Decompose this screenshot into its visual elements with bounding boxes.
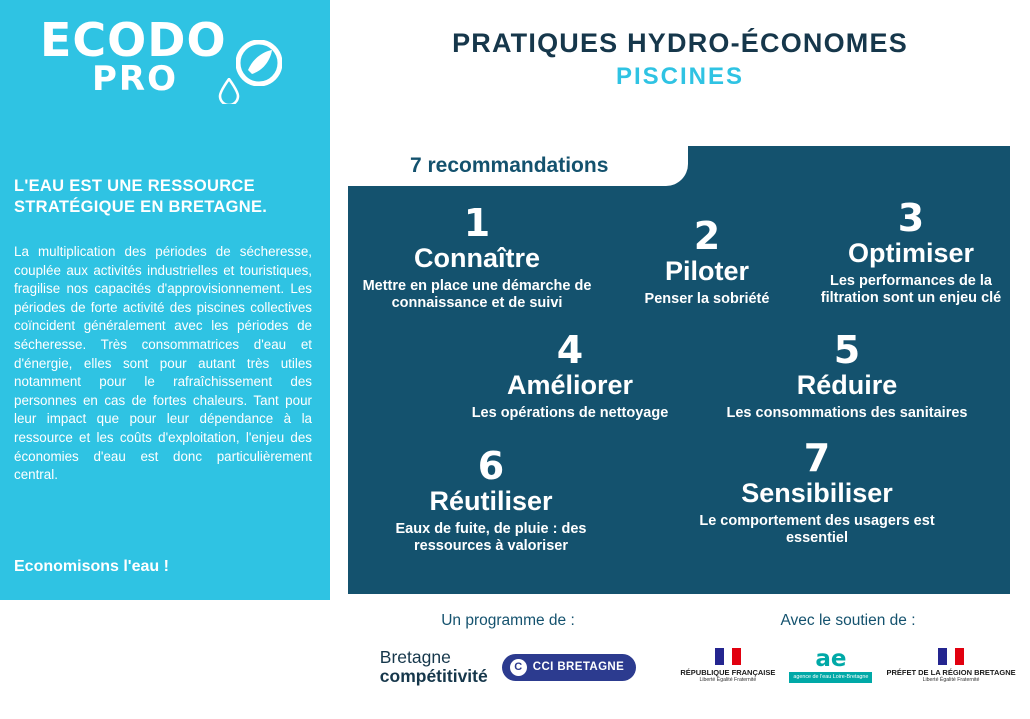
- bretagne-competitivite-logo: [380, 648, 488, 686]
- footer-programme-label: Un programme de :: [441, 612, 575, 629]
- recommendation-name: Améliorer: [506, 370, 634, 400]
- recommendation-item: [602, 214, 812, 308]
- recommendation-number: 5: [833, 328, 861, 372]
- left-panel-body: La multiplication des périodes de sécheresse, couplée aux activités industrielles et touristiques, fragilise nos capacités d'approvisionnement. Les périodes de forte activité des piscines collectives coïncident généralement avec les périodes de sécheresse. Très consommatrices d'eau et d'énergie, elles sont pour autant très utiles notamment pour le rafraîchissement des personnes en cas de fortes chaleurs. Tant pour leur impact que pour leur dépendance à la ressource et les coûts d'exploitation, l'enjeu des économies d'eau est donc particulièrement central.: [14, 244, 312, 483]
- recommendation-item: [440, 328, 700, 422]
- footer-programme-logos: [358, 648, 658, 686]
- republique-logo-line2: Liberté Égalité Fraternité: [699, 677, 757, 683]
- logo-main-text: ECODO: [40, 13, 227, 67]
- french-flag-icon: [938, 648, 964, 665]
- recommendations-badge: [348, 146, 688, 186]
- recommendation-description: Les consommations des sanitaires: [726, 405, 968, 421]
- recommendation-description: Les opérations de nettoyage: [471, 405, 669, 421]
- recommendation-description: Les performances de la filtration sont un enjeu clé: [820, 273, 1002, 306]
- recommendation-item: [352, 201, 602, 312]
- left-panel-title: L'EAU EST UNE RESSOURCE STRATÉGIQUE EN BRETAGNE.: [14, 177, 268, 216]
- recommendation-item: [806, 196, 1016, 307]
- page-title: PRATIQUES HYDRO-ÉCONOMES: [452, 28, 908, 58]
- cci-mark: C: [510, 659, 527, 676]
- recommendation-number: 4: [556, 328, 584, 372]
- recommendation-name: Réduire: [796, 370, 898, 400]
- agence-eau-loire-bretagne-logo: [789, 648, 872, 683]
- recommendation-item: [672, 436, 962, 547]
- left-panel-cta: Economisons l'eau !: [14, 558, 169, 575]
- recommendation-item: [722, 328, 972, 422]
- republique-francaise-logo: [680, 648, 775, 684]
- recommendation-name: Optimiser: [847, 238, 975, 268]
- footer: [348, 600, 1030, 719]
- agence-logo-label: agence de l'eau Loire-Bretagne: [789, 672, 872, 683]
- prefet-region-bretagne-logo: [886, 648, 1015, 684]
- page-subtitle: PISCINES: [615, 63, 745, 90]
- footer-support-logos: [678, 648, 1018, 684]
- recommendation-description: Mettre en place une démarche de connaissance et de suivi: [362, 278, 592, 311]
- bretagne-logo-line1: Bretagne: [379, 647, 451, 667]
- footer-support-label: Avec le soutien de :: [780, 612, 916, 629]
- recommendation-description: Penser la sobriété: [644, 291, 770, 307]
- water-drop-icon: [218, 78, 240, 104]
- recommendation-number: 1: [463, 201, 491, 245]
- french-flag-icon: [715, 648, 741, 665]
- footer-programme-section: [358, 612, 658, 686]
- agence-logo-mark: ae: [815, 646, 847, 673]
- prefet-logo-line2: Liberté Égalité Fraternité: [922, 677, 980, 683]
- footer-support-section: [678, 612, 1018, 684]
- leaf-icon: [236, 40, 282, 86]
- logo-sub-text: PRO: [92, 59, 179, 99]
- recommendation-name: Connaître: [413, 243, 540, 273]
- recommendation-name: Sensibiliser: [741, 478, 893, 508]
- recommendation-item: [360, 444, 622, 555]
- bretagne-logo-line2: compétitivité: [379, 666, 488, 686]
- recommendations-badge-label: 7 recommandations: [410, 154, 609, 177]
- recommendation-name: Réutiliser: [429, 486, 553, 516]
- left-panel: [0, 0, 330, 600]
- recommendation-number: 3: [897, 196, 925, 240]
- cci-label: CCI BRETAGNE: [532, 661, 625, 673]
- prefet-logo-line1: PRÉFET DE LA RÉGION BRETAGNE: [886, 668, 1016, 677]
- ecodo-pro-logo: [40, 13, 290, 99]
- header: [330, 0, 1030, 110]
- recommendation-number: 6: [477, 444, 505, 488]
- recommendation-description: Le comportement des usagers est essentiel: [699, 513, 935, 546]
- cci-bretagne-logo: [502, 654, 636, 681]
- recommendation-number: 7: [803, 436, 831, 480]
- recommendation-number: 2: [693, 214, 721, 258]
- recommendation-description: Eaux de fuite, de pluie : des ressources à valoriser: [395, 521, 587, 554]
- republique-logo-line1: RÉPUBLIQUE FRANÇAISE: [680, 668, 776, 677]
- recommendation-name: Piloter: [664, 256, 750, 286]
